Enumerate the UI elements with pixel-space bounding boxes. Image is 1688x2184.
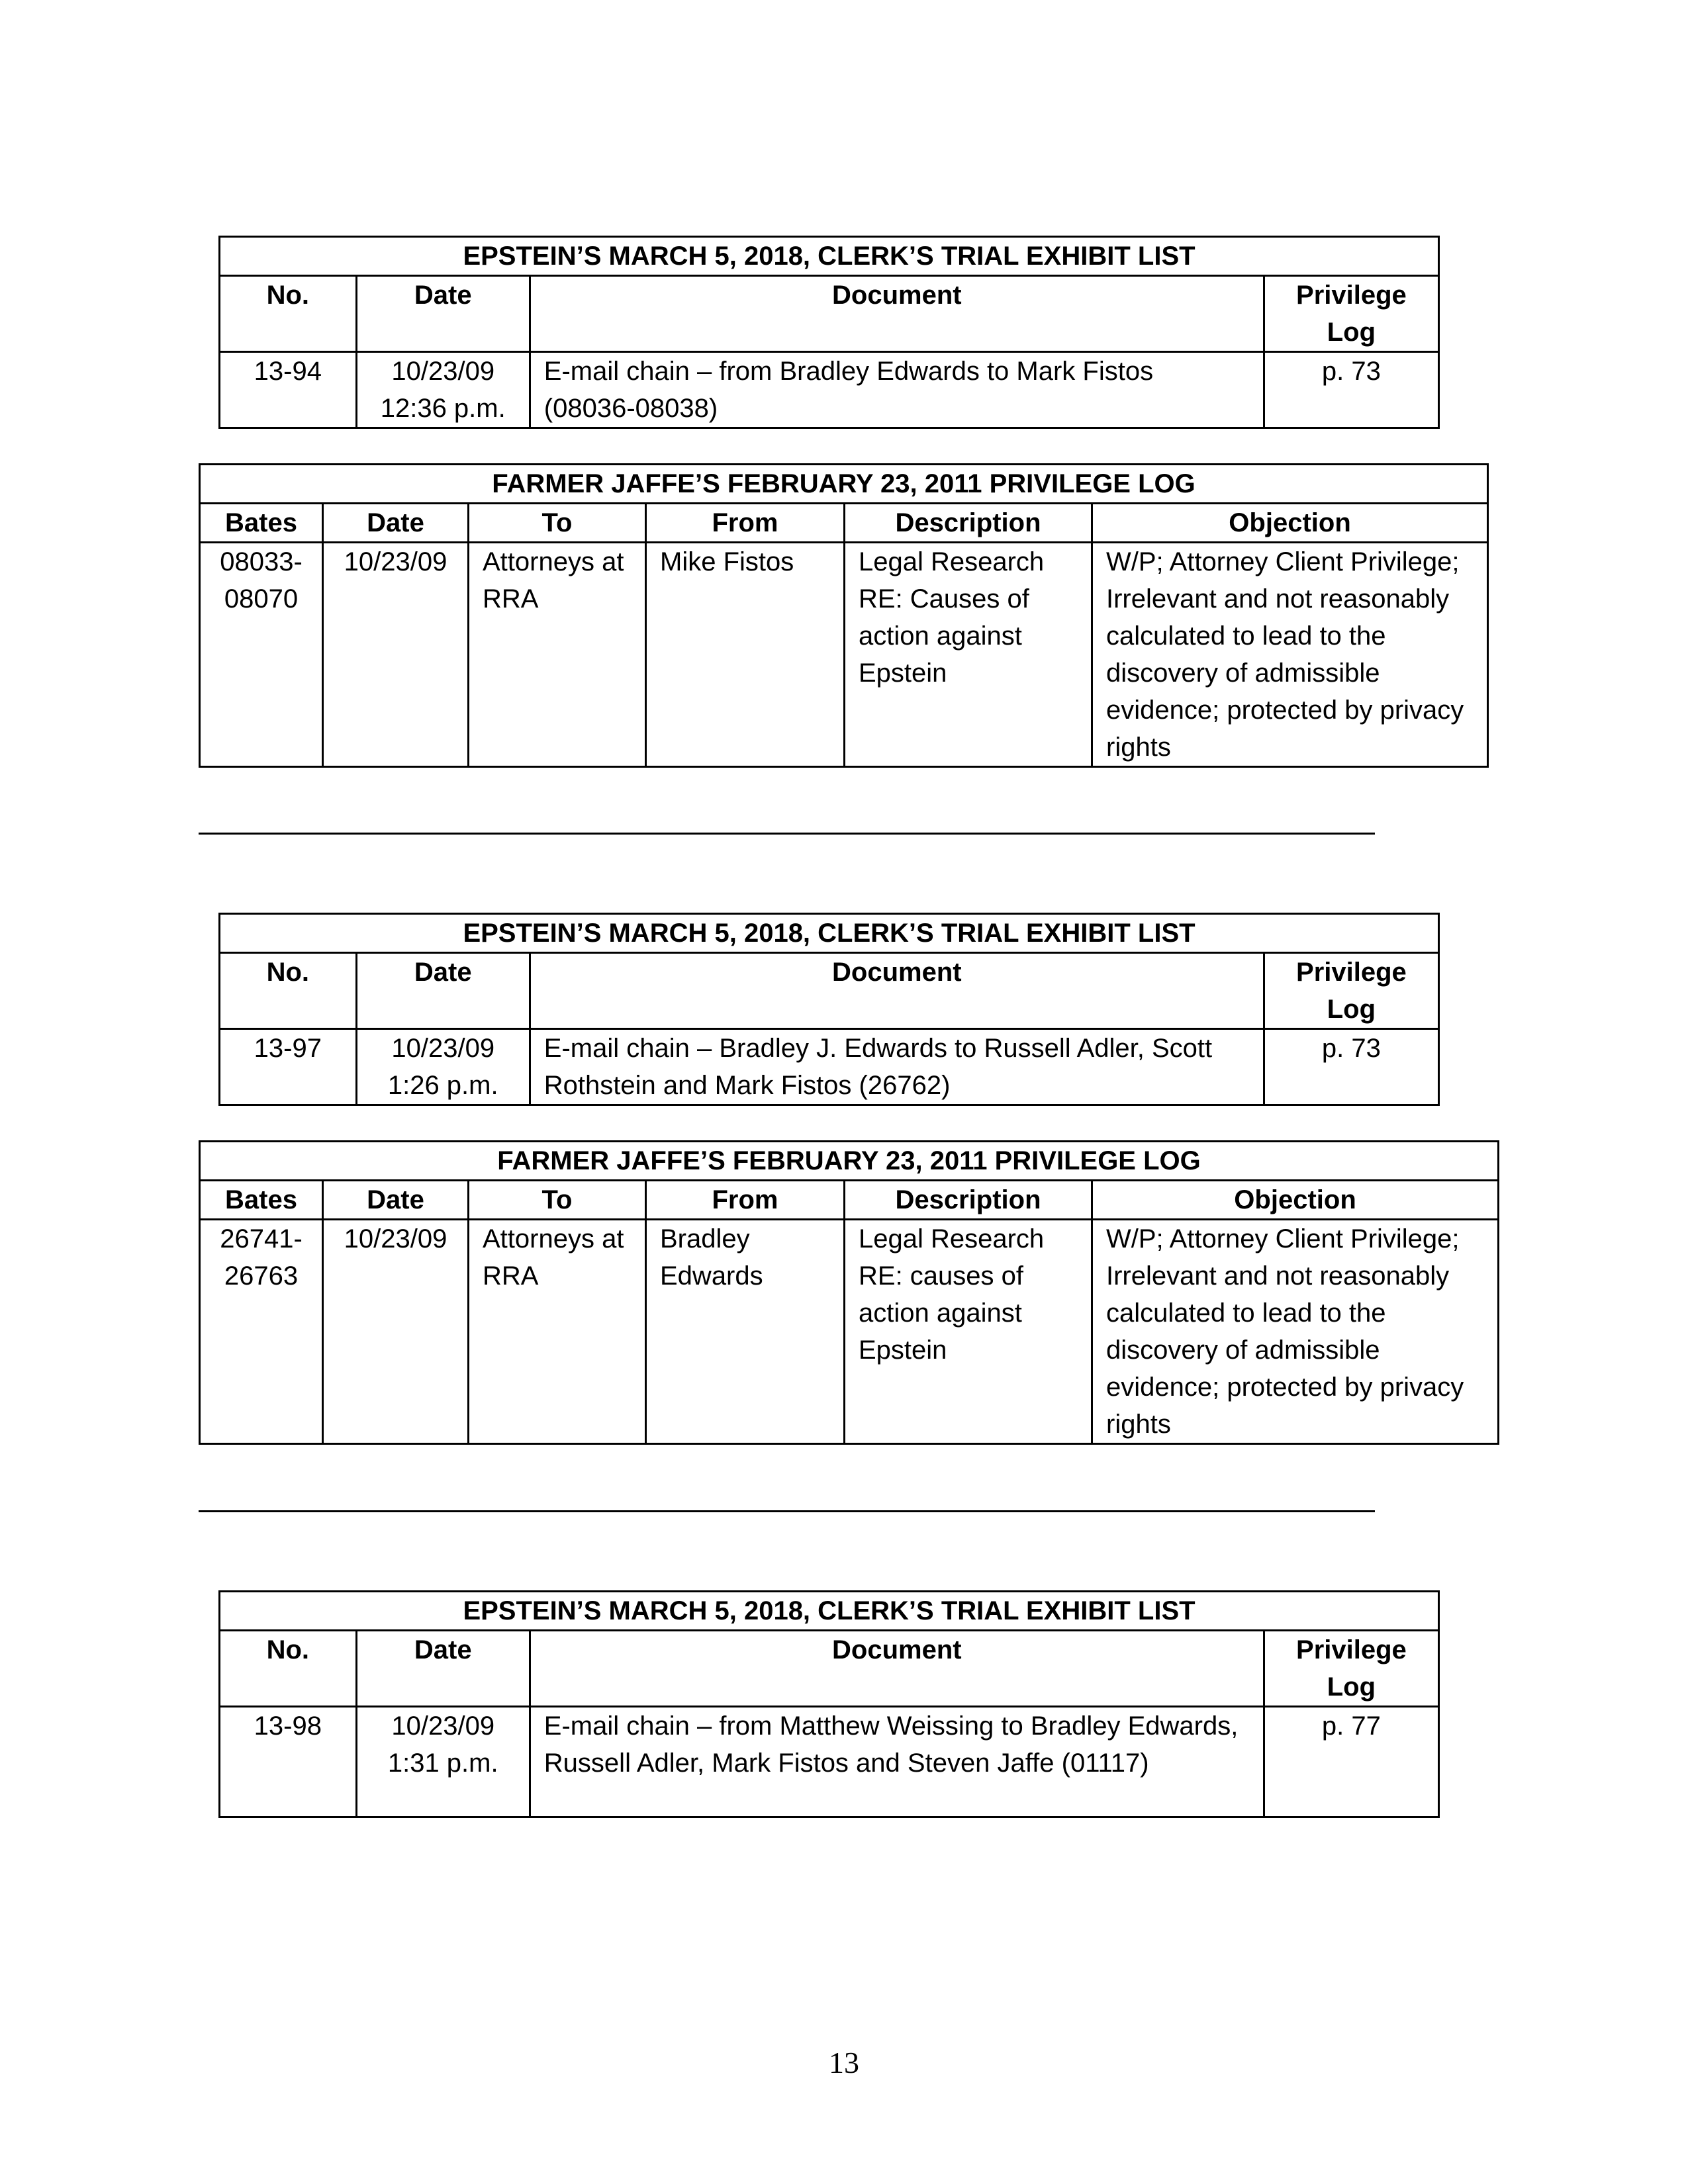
- exhibit-list-title: EPSTEIN’S MARCH 5, 2018, CLERK’S TRIAL EXHIBIT LIST: [220, 237, 1439, 276]
- column-header-no: No.: [220, 1631, 357, 1707]
- privilege-to: Attorneys at RRA: [469, 1220, 646, 1444]
- column-header-privilege-log: Privilege Log: [1264, 953, 1438, 1029]
- exhibit-date-day: 10/23/09: [391, 357, 495, 386]
- column-header-date: Date: [323, 504, 469, 543]
- exhibit-date: [356, 1029, 530, 1105]
- column-header-date: Date: [356, 953, 530, 1029]
- column-header-date: Date: [323, 1181, 469, 1220]
- privilege-bates: [200, 1220, 323, 1444]
- privilege-objection: W/P; Attorney Client Privilege; Irrelevant and not reasonably calculated to lead to the discovery of admissible evidence; protected by privacy rights: [1092, 1220, 1499, 1444]
- privilege-log-table-1: [199, 463, 1489, 768]
- exhibit-list-title: EPSTEIN’S MARCH 5, 2018, CLERK’S TRIAL EXHIBIT LIST: [220, 914, 1439, 953]
- exhibit-date-time: 1:26 p.m.: [387, 1071, 498, 1100]
- column-header-privilege-log: Privilege Log: [1264, 276, 1438, 352]
- exhibit-list-title: EPSTEIN’S MARCH 5, 2018, CLERK’S TRIAL EXHIBIT LIST: [220, 1592, 1439, 1631]
- bates-end: 08070: [224, 584, 299, 614]
- column-header-description: Description: [845, 504, 1092, 543]
- exhibit-list-table-2: [218, 913, 1440, 1106]
- exhibit-list-table-3: [218, 1590, 1440, 1818]
- privilege-description: Legal Research RE: Causes of action against Epstein: [845, 543, 1092, 767]
- column-header-date: Date: [356, 276, 530, 352]
- exhibit-document: E-mail chain – from Bradley Edwards to Mark Fistos (08036-08038): [530, 352, 1264, 428]
- column-header-no: No.: [220, 276, 357, 352]
- privilege-date: 10/23/09: [323, 1220, 469, 1444]
- column-header-from: From: [646, 1181, 845, 1220]
- table-row: [220, 1029, 1439, 1105]
- column-header-document: Document: [530, 953, 1264, 1029]
- exhibit-date-day: 10/23/09: [391, 1711, 495, 1741]
- exhibit-no: 13-97: [220, 1029, 357, 1105]
- bates-end: 26763: [224, 1261, 299, 1291]
- privilege-bates: [200, 543, 323, 767]
- exhibit-date: [356, 1707, 530, 1817]
- column-header-privilege-log: Privilege Log: [1264, 1631, 1438, 1707]
- table-row: [200, 543, 1488, 767]
- exhibit-privilege-log: p. 73: [1264, 352, 1438, 428]
- exhibit-date-time: 12:36 p.m.: [380, 394, 506, 423]
- exhibit-list-table-1: [218, 236, 1440, 429]
- column-header-no: No.: [220, 953, 357, 1029]
- privilege-from: Bradley Edwards: [646, 1220, 845, 1444]
- exhibit-date: [356, 352, 530, 428]
- exhibit-date-time: 1:31 p.m.: [387, 1749, 498, 1778]
- column-header-objection: Objection: [1092, 504, 1488, 543]
- section-divider: [199, 1510, 1375, 1512]
- privilege-date: 10/23/09: [323, 543, 469, 767]
- column-header-bates: Bates: [200, 504, 323, 543]
- bates-start: 26741-: [220, 1224, 303, 1253]
- column-header-bates: Bates: [200, 1181, 323, 1220]
- privilege-from: Mike Fistos: [646, 543, 845, 767]
- column-header-from: From: [646, 504, 845, 543]
- section-divider: [199, 833, 1375, 835]
- privilege-log-title: FARMER JAFFE’S FEBRUARY 23, 2011 PRIVILEGE LOG: [200, 1142, 1499, 1181]
- exhibit-document: E-mail chain – from Matthew Weissing to Bradley Edwards, Russell Adler, Mark Fistos and Steven Jaffe (01117): [530, 1707, 1264, 1817]
- privilege-objection: W/P; Attorney Client Privilege; Irrelevant and not reasonably calculated to lead to the discovery of admissible evidence; protected by privacy rights: [1092, 543, 1488, 767]
- table-row: [220, 352, 1439, 428]
- table-row: [200, 1220, 1499, 1444]
- exhibit-date-day: 10/23/09: [391, 1034, 495, 1063]
- exhibit-document: E-mail chain – Bradley J. Edwards to Russell Adler, Scott Rothstein and Mark Fistos (26762): [530, 1029, 1264, 1105]
- column-header-date: Date: [356, 1631, 530, 1707]
- bates-start: 08033-: [220, 547, 303, 576]
- column-header-objection: Objection: [1092, 1181, 1499, 1220]
- privilege-log-title: FARMER JAFFE’S FEBRUARY 23, 2011 PRIVILEGE LOG: [200, 465, 1488, 504]
- column-header-document: Document: [530, 1631, 1264, 1707]
- column-header-to: To: [469, 504, 646, 543]
- column-header-to: To: [469, 1181, 646, 1220]
- privilege-log-table-2: [199, 1140, 1499, 1445]
- exhibit-no: 13-98: [220, 1707, 357, 1817]
- exhibit-privilege-log: p. 77: [1264, 1707, 1438, 1817]
- table-row: [220, 1707, 1439, 1817]
- privilege-description: Legal Research RE: causes of action against Epstein: [845, 1220, 1092, 1444]
- privilege-to: Attorneys at RRA: [469, 543, 646, 767]
- exhibit-no: 13-94: [220, 352, 357, 428]
- exhibit-privilege-log: p. 73: [1264, 1029, 1438, 1105]
- column-header-description: Description: [845, 1181, 1092, 1220]
- page-number: 13: [829, 2046, 859, 2079]
- column-header-document: Document: [530, 276, 1264, 352]
